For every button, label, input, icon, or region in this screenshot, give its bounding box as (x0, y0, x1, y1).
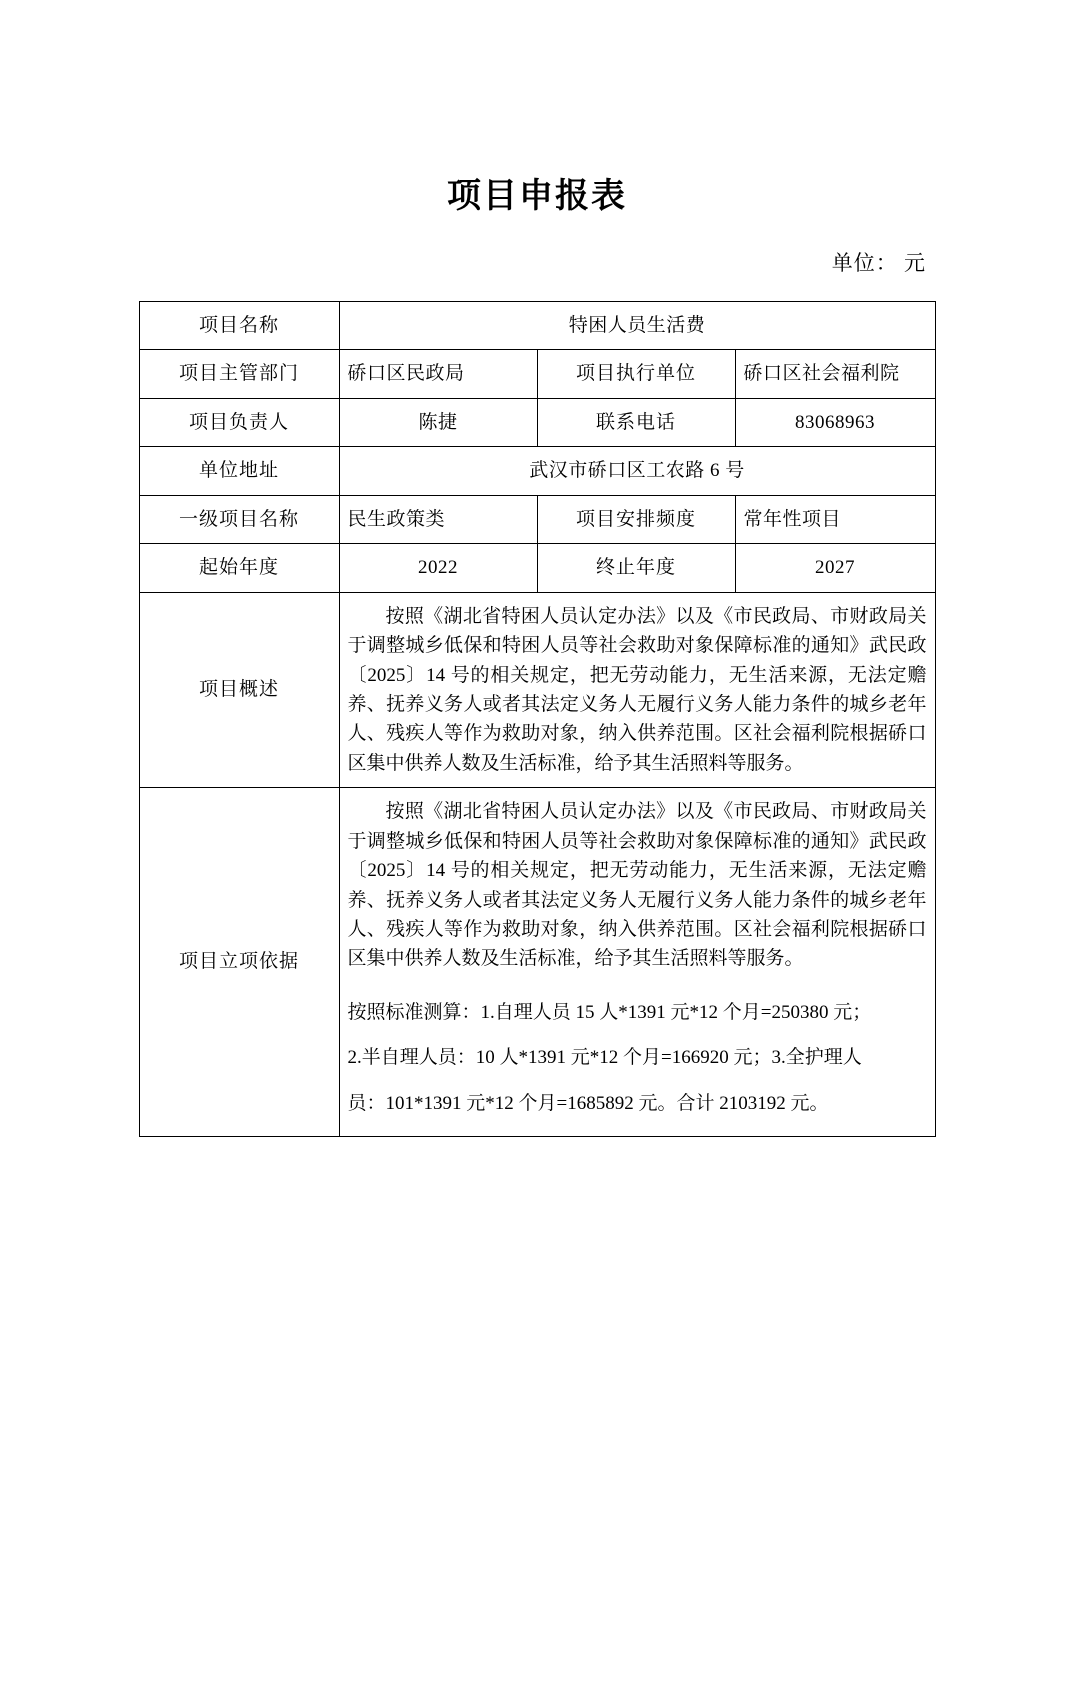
start-year-label: 起始年度 (139, 544, 339, 592)
overview-cell (339, 592, 935, 788)
end-year-label: 终止年度 (537, 544, 735, 592)
basis-label: 项目立项依据 (139, 788, 339, 1136)
basis-text: 按照《湖北省特困人员认定办法》以及《市民政局、市财政局关于调整城乡低保和特困人员等社会救助对象保障标准的通知》武民政〔2025〕14 号的相关规定，把无劳动能力，无生活来源，无法定赡养、抚养义务人或者其法定义务人无履行义务人能力条件的城乡老年人、残疾人等作为救助对象，纳入供养范围。区社会福利院根据硚口区集中供养人数及生活标准，给予其生活照料等服务。 (347, 801, 927, 970)
table-row (139, 495, 935, 543)
first-level-label: 一级项目名称 (139, 495, 339, 543)
exec-value: 硚口区社会福利院 (735, 350, 935, 398)
frequency-value: 常年性项目 (735, 495, 935, 543)
project-name-value: 特困人员生活费 (339, 302, 935, 350)
owner-value: 陈捷 (339, 398, 537, 446)
document-page (0, 168, 1074, 1688)
table-row (139, 302, 935, 350)
owner-label: 项目负责人 (139, 398, 339, 446)
project-name-label: 项目名称 (139, 302, 339, 350)
basis-calc-line-3: 员：101*1391 元*12 个月=1685892 元。合计 2103192 元。 (347, 1093, 829, 1115)
address-value: 武汉市硚口区工农路 6 号 (339, 447, 935, 495)
table-row (139, 398, 935, 446)
basis-calc-line-1: 按照标准测算：1.自理人员 15 人*1391 元*12 个月=250380 元； (347, 1001, 872, 1023)
first-level-value: 民生政策类 (339, 495, 537, 543)
project-application-table (139, 301, 936, 1137)
overview-text: 按照《湖北省特困人员认定办法》以及《市民政局、市财政局关于调整城乡低保和特困人员等社会救助对象保障标准的通知》武民政〔2025〕14 号的相关规定，把无劳动能力，无生活来源，无法定赡养、抚养义务人或者其法定义务人无履行义务人能力条件的城乡老年人、残疾人等作为救助对象，纳入供养范围。区社会福利院根据硚口区集中供养人数及生活标准，给予其生活照料等服务。 (347, 605, 927, 774)
table-row (139, 350, 935, 398)
phone-label: 联系电话 (537, 398, 735, 446)
table-row-overview (139, 592, 935, 788)
unit-note: 单位： 元 (831, 251, 926, 275)
overview-label: 项目概述 (139, 592, 339, 788)
end-year-value: 2027 (735, 544, 935, 592)
phone-value: 83068963 (735, 398, 935, 446)
address-label: 单位地址 (139, 447, 339, 495)
start-year-value: 2022 (339, 544, 537, 592)
basis-calc-line-2: 2.半自理人员：10 人*1391 元*12 个月=166920 元；3.全护理人 (347, 1047, 862, 1069)
table-row (139, 544, 935, 592)
dept-label: 项目主管部门 (139, 350, 339, 398)
exec-label: 项目执行单位 (537, 350, 735, 398)
table-row-basis (139, 788, 935, 1136)
frequency-label: 项目安排频度 (537, 495, 735, 543)
basis-cell (339, 788, 935, 1136)
page-title: 项目申报表 (447, 178, 627, 215)
table-row (139, 447, 935, 495)
dept-value: 硚口区民政局 (339, 350, 537, 398)
